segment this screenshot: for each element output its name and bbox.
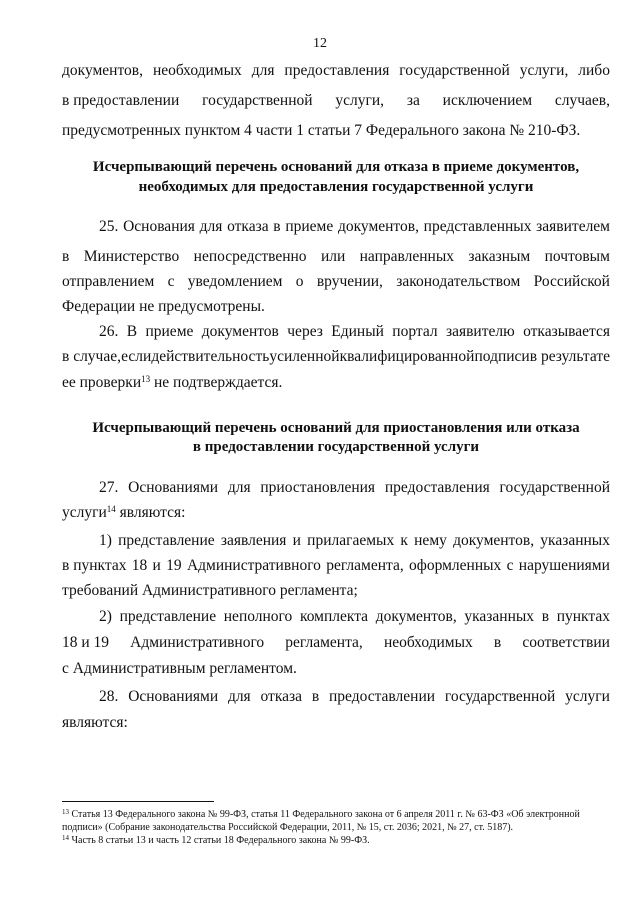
word: в xyxy=(311,688,320,705)
word: услуги, xyxy=(335,92,385,109)
word: заказным xyxy=(468,248,531,265)
word: отказа xyxy=(227,218,269,235)
word: непосредственно xyxy=(193,248,307,265)
word: 1) xyxy=(99,532,112,549)
section-heading-2-line-2: в предоставлении государственной услуги xyxy=(192,439,480,455)
footnote-ref-13: 13 xyxy=(141,374,151,384)
word: 2) xyxy=(99,608,112,625)
item1-line-3: требований Административного регламента; xyxy=(62,582,358,599)
word: в пунктах xyxy=(62,557,127,574)
word: портал xyxy=(392,323,438,340)
intro-line-3: предусмотренных пунктом 4 части 1 статьи 7 Федерального закона № 210-ФЗ. xyxy=(62,122,581,139)
item1-line-2 xyxy=(62,556,610,576)
word: в случае, xyxy=(62,348,121,365)
word: и xyxy=(152,557,161,574)
word: 19 xyxy=(166,557,182,574)
word: услуги, xyxy=(519,62,569,79)
word: в xyxy=(541,608,550,625)
p28-line-1 xyxy=(99,687,610,707)
p25-line-4: Федерации не предусмотрены. xyxy=(62,298,265,315)
word: услуги xyxy=(565,688,610,705)
word: нарушениями xyxy=(518,557,610,574)
word: документов xyxy=(201,323,279,340)
word: 26. xyxy=(99,323,119,340)
word: для xyxy=(251,62,275,79)
word: представление xyxy=(118,532,215,549)
word: приостановления xyxy=(260,479,376,496)
word: Единый xyxy=(331,323,384,340)
word: для xyxy=(227,479,251,496)
section-heading-1-line-2: необходимых для предоставления государственной услуги xyxy=(138,179,534,195)
word: действительность xyxy=(151,348,270,365)
word: в xyxy=(273,218,281,235)
p26-line-2 xyxy=(62,347,610,367)
word: подписи xyxy=(474,348,530,365)
word: почтовым xyxy=(544,248,610,265)
word: через xyxy=(287,323,323,340)
word: необходимых xyxy=(383,634,473,651)
item2-line-1 xyxy=(99,607,610,627)
word: неполного xyxy=(223,608,293,625)
footnote-14-text: Часть 8 статьи 13 и часть 12 статьи 18 Федерального закона № 99-ФЗ. xyxy=(69,835,370,846)
word: Административного xyxy=(186,557,321,574)
word: комплекта xyxy=(299,608,369,625)
footnote-13-text: Статья 13 Федерального закона № 99-ФЗ, статья 11 Федерального закона от 6 апреля 2011 г. № 63-ФЗ «Об электронной xyxy=(69,809,580,820)
footnote-13-number: 13 xyxy=(62,808,69,816)
word: отправлением xyxy=(62,273,155,290)
word: 25. xyxy=(99,218,119,235)
word: и xyxy=(292,532,301,549)
word: Основаниями xyxy=(128,688,219,705)
word: предоставления xyxy=(384,479,490,496)
word: государственной xyxy=(499,479,610,496)
section-heading-1-line-1: Исчерпывающий перечень оснований для отказа в приеме документов, xyxy=(92,159,580,175)
word: документов, xyxy=(453,532,535,549)
word: государственной xyxy=(399,62,510,79)
word: квалифицированной xyxy=(339,348,475,365)
word: указанных xyxy=(540,532,610,549)
footnote-13-line-2: подписи» (Собрание законодательства Российской Федерации, 2011, № 15, ст. 2036; 2021, № 27, ст. 5187). xyxy=(62,822,514,833)
word: о xyxy=(295,273,304,290)
footnote-14-line-1 xyxy=(62,834,610,847)
word: представление xyxy=(119,608,217,625)
word: Министерство xyxy=(83,248,180,265)
page-number: 12 xyxy=(313,36,327,51)
word: нему xyxy=(414,532,447,549)
word: прилагаемых xyxy=(307,532,395,549)
word: Основаниями xyxy=(128,479,219,496)
word: к xyxy=(400,532,408,549)
word: регламента, xyxy=(285,634,363,651)
intro-line-2 xyxy=(62,91,610,111)
word: государственной xyxy=(202,92,313,109)
word: с xyxy=(167,273,175,290)
footnote-14-number: 14 xyxy=(62,834,69,842)
p26-line-3-rest: не подтверждается. xyxy=(150,374,283,391)
intro-line-1 xyxy=(62,61,610,81)
section-heading-2-line-1: Исчерпывающий перечень оснований для приостановления или отказа xyxy=(92,420,580,436)
word: представленных xyxy=(423,218,532,235)
word: отказывается xyxy=(523,323,610,340)
footnote-ref-14: 14 xyxy=(106,504,116,514)
word: В xyxy=(126,323,138,340)
word: усиленной xyxy=(269,348,340,365)
word: оформленных xyxy=(409,557,502,574)
word: для xyxy=(227,688,251,705)
word: заявителем xyxy=(536,218,610,235)
p27-line-2-rest: являются: xyxy=(115,504,186,521)
word: регламента, xyxy=(326,557,404,574)
word: или xyxy=(320,248,346,265)
word: указанных xyxy=(464,608,535,625)
word: в результате xyxy=(529,348,610,365)
word: за xyxy=(406,92,420,109)
word: приеме xyxy=(285,218,334,235)
word: документов, xyxy=(62,62,143,79)
word: случаев, xyxy=(554,92,610,109)
word: необходимых xyxy=(152,62,242,79)
word: в xyxy=(62,248,70,265)
word: в xyxy=(493,634,502,651)
word: с xyxy=(506,557,514,574)
word: для xyxy=(199,218,223,235)
p28-line-2: являются: xyxy=(62,714,128,731)
p26-line-1 xyxy=(99,322,610,342)
word: предоставлении xyxy=(328,688,436,705)
p25-line-3 xyxy=(62,272,610,292)
footnote-separator xyxy=(62,801,214,802)
word: документов, xyxy=(375,608,457,625)
word: если xyxy=(121,348,152,365)
word: вручении, xyxy=(316,273,383,290)
word: документов, xyxy=(337,218,419,235)
word: государственной xyxy=(444,688,556,705)
word: исключением xyxy=(442,92,533,109)
word: Российской xyxy=(533,273,610,290)
word: 18 xyxy=(131,557,148,574)
p27-line-2 xyxy=(62,503,610,523)
word: Основания xyxy=(123,218,195,235)
word: законодательством xyxy=(396,273,521,290)
word: 18 и 19 xyxy=(62,634,110,651)
word: заявителю xyxy=(445,323,515,340)
word: заявления xyxy=(220,532,287,549)
word: 28. xyxy=(99,688,119,705)
word: приеме xyxy=(145,323,194,340)
word: либо xyxy=(578,62,610,79)
word: в предоставлении xyxy=(62,92,180,109)
p26-line-3-text: ее проверки xyxy=(62,374,142,391)
p25-line-1 xyxy=(99,217,610,237)
word: предоставления xyxy=(284,62,390,79)
word: пунктах xyxy=(556,608,610,625)
item2-line-2 xyxy=(62,633,610,653)
word: Административного xyxy=(130,634,265,651)
p25-line-2 xyxy=(62,247,610,267)
p27-line-1 xyxy=(99,478,610,498)
p27-line-2-text: услуги xyxy=(62,504,107,521)
word: 27. xyxy=(99,479,119,496)
p26-line-3 xyxy=(62,373,610,393)
word: отказа xyxy=(260,688,303,705)
word: уведомлением xyxy=(187,273,283,290)
footnote-13-line-1 xyxy=(62,808,610,821)
item1-line-1 xyxy=(99,531,610,551)
word: соответствии xyxy=(522,634,610,651)
word: направленных xyxy=(359,248,455,265)
item2-line-3: с Административным регламентом. xyxy=(62,660,297,677)
